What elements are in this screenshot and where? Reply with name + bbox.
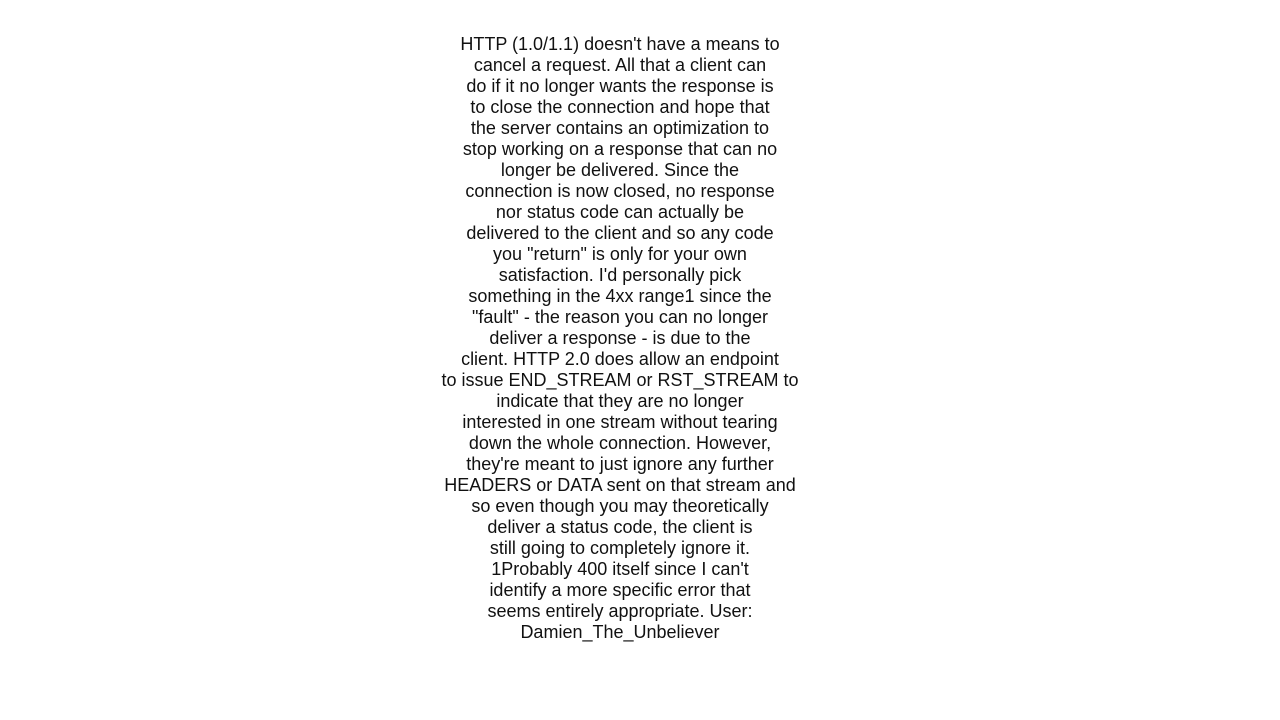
text-line: something in the 4xx range1 since the [468, 286, 772, 306]
footnote-line: 1Probably 400 itself since I can't [491, 559, 749, 579]
text-line: you "return" is only for your own [493, 244, 747, 264]
text-line: deliver a response - is due to the [489, 328, 751, 348]
text-line: longer be delivered. Since the [500, 160, 740, 180]
text-line: deliver a status code, the client is [487, 517, 753, 537]
author-name: Damien_The_Unbeliever [520, 622, 720, 642]
text-line: down the whole connection. However, [468, 433, 772, 453]
text-line: to issue END_STREAM or RST_STREAM to [441, 370, 799, 390]
text-line: still going to completely ignore it. [489, 538, 751, 558]
text-line: HEADERS or DATA sent on that stream and [444, 475, 796, 495]
text-line: client. HTTP 2.0 does allow an endpoint [461, 349, 779, 369]
text-line: do if it no longer wants the response is [466, 76, 774, 96]
text-line: so even though you may theoretically [471, 496, 769, 516]
text-line: indicate that they are no longer [496, 391, 744, 411]
text-line: delivered to the client and so any code [466, 223, 774, 243]
text-line: satisfaction. I'd personally pick [498, 265, 742, 285]
text-line: they're meant to just ignore any further [466, 454, 774, 474]
text-line: the server contains an optimization to [470, 118, 770, 138]
text-line: HTTP (1.0/1.1) doesn't have a means to [460, 34, 780, 54]
text-line: connection is now closed, no response [465, 181, 775, 201]
answer-text-block [420, 34, 820, 643]
footnote-line: seems entirely appropriate. User: [487, 601, 753, 621]
text-line: stop working on a response that can no [462, 139, 778, 159]
text-line: interested in one stream without tearing [462, 412, 778, 432]
text-line: "fault" - the reason you can no longer [472, 307, 768, 327]
text-line: nor status code can actually be [495, 202, 745, 222]
footnote-line: identify a more specific error that [489, 580, 751, 600]
text-line: to close the connection and hope that [470, 97, 770, 117]
text-line: cancel a request. All that a client can [473, 55, 767, 75]
